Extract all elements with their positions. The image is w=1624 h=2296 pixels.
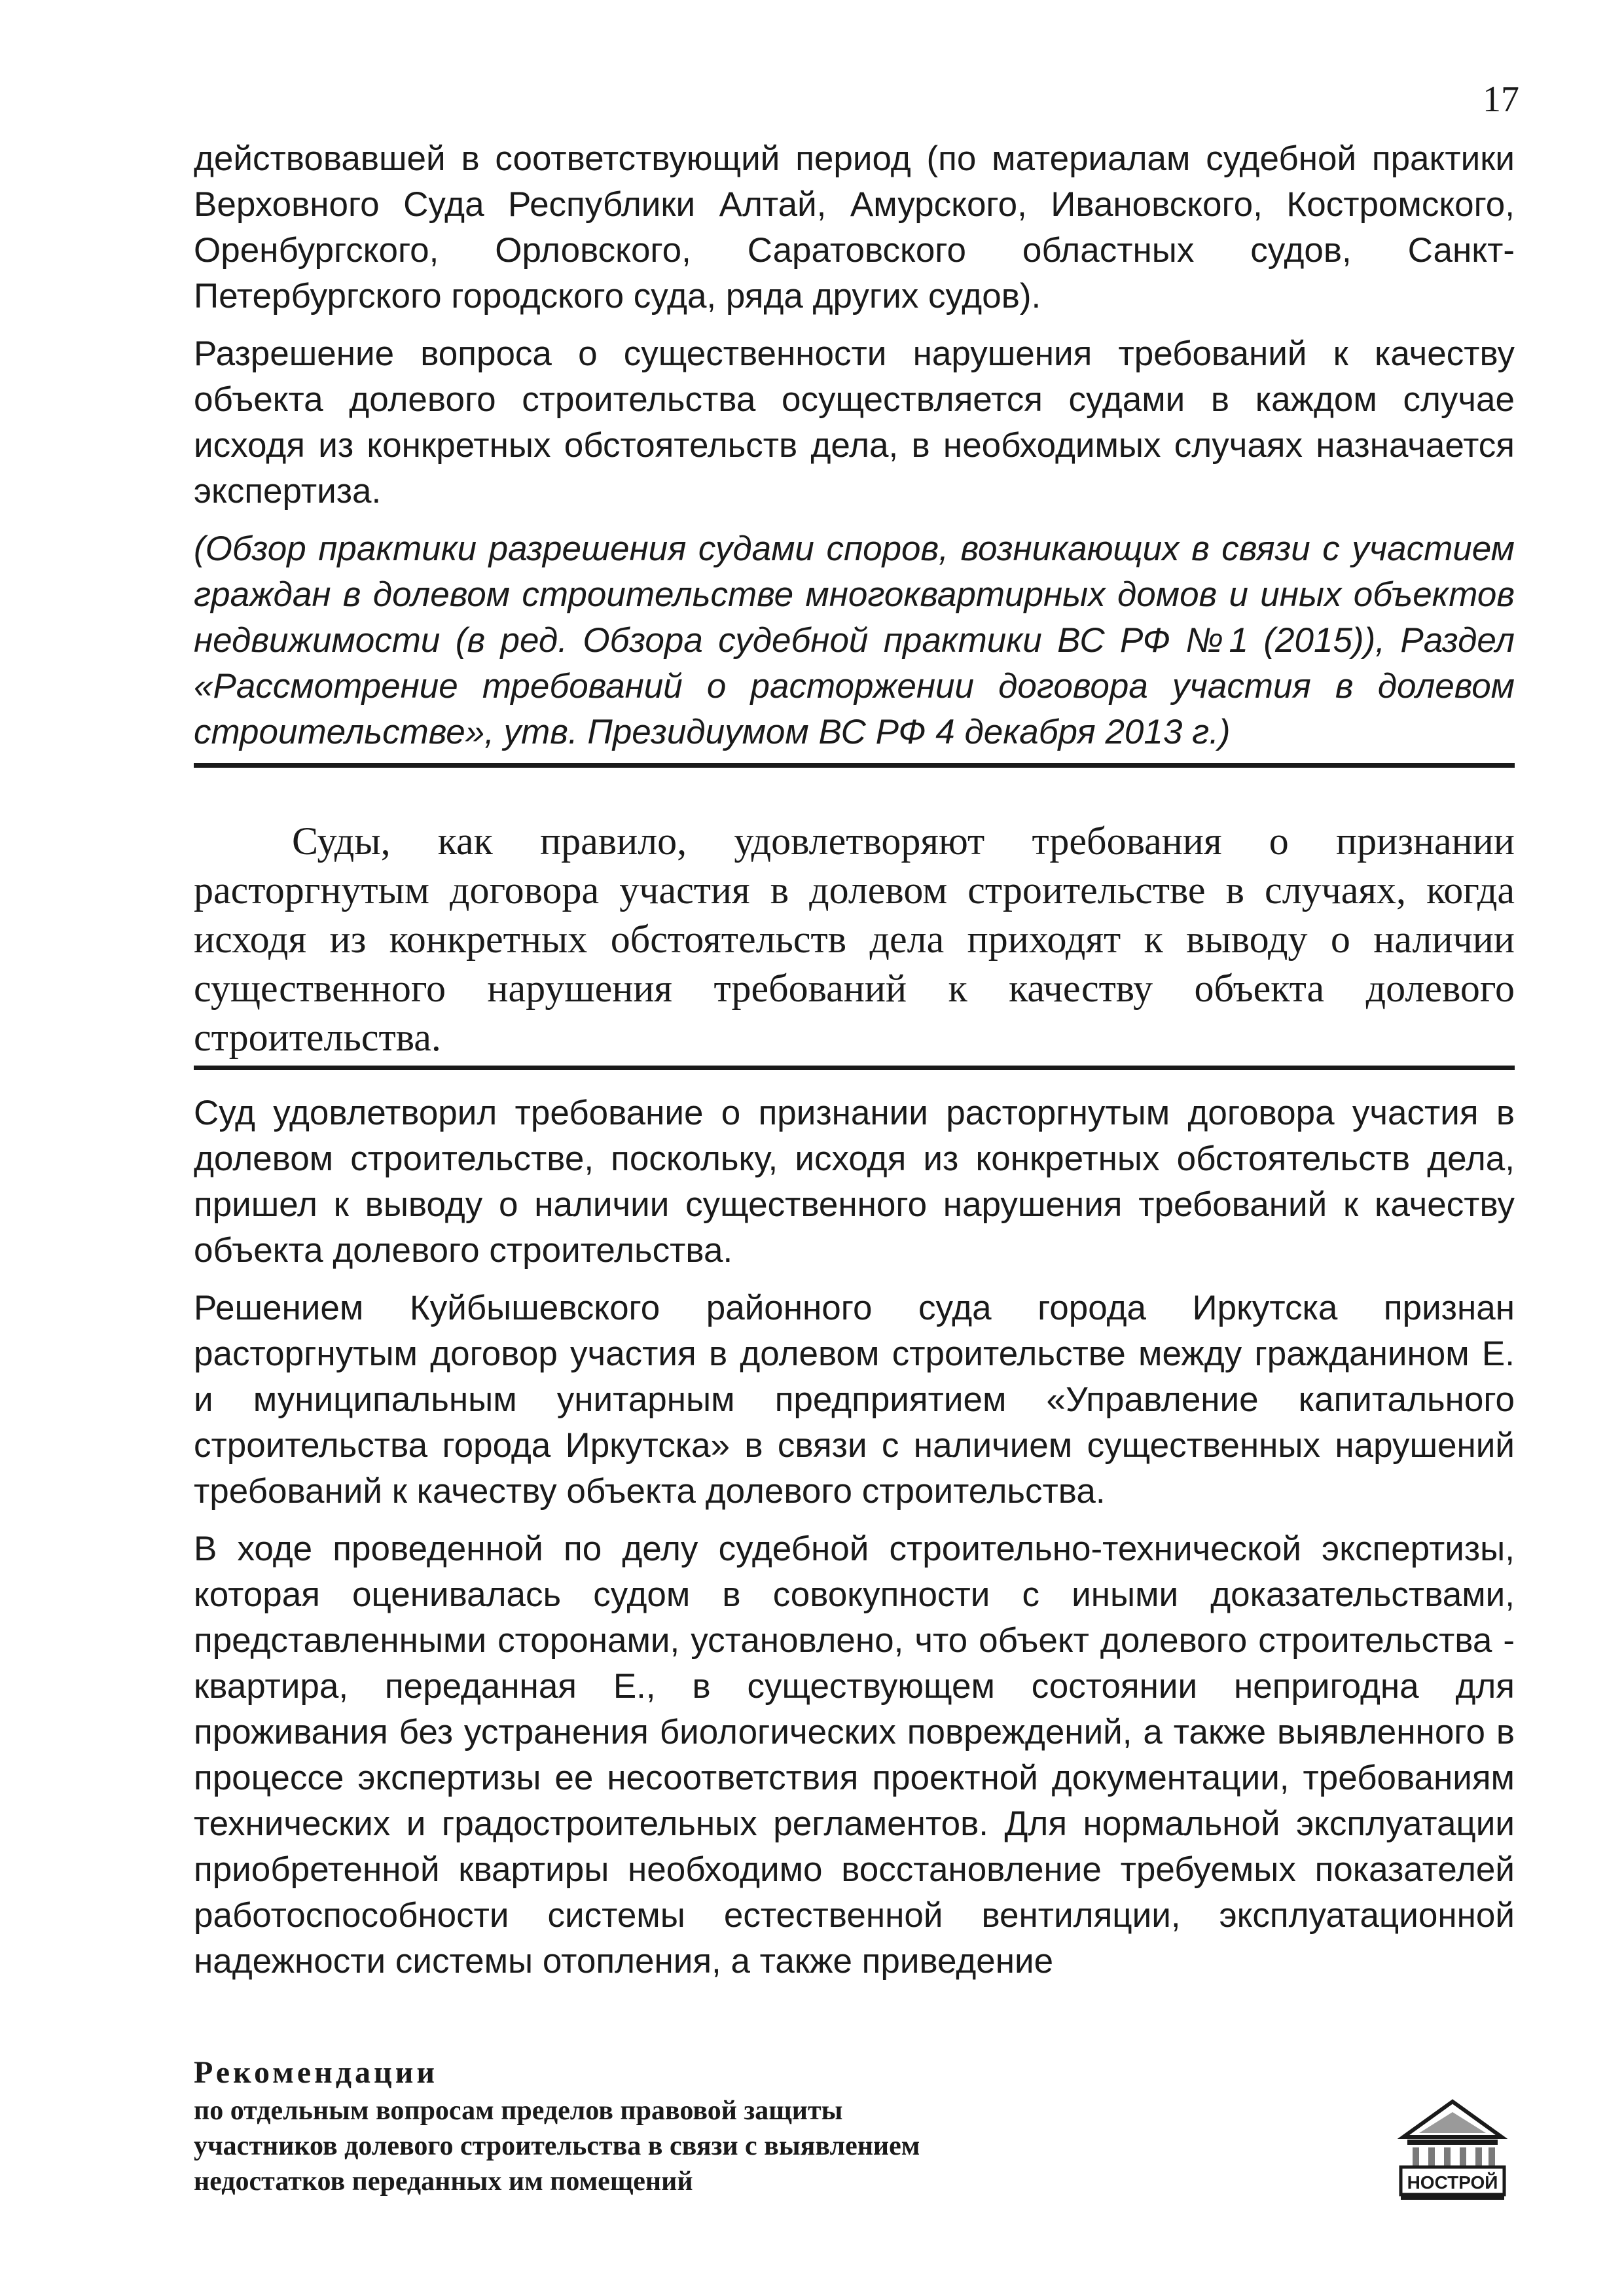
quote-block-case [194,1090,1515,1984]
footer-line: недостатков переданных им помещений [194,2166,693,2197]
citation: (Обзор практики разрешения судами споров, возникающих в связи с участием граждан в долевом строительстве многоквартирных домов и иных объектов недвижимости (в ред. Обзора судебной практики ВС РФ №1 (2015)), Раздел «Рассмотрение требований о расторжении договора участия в долевом строительстве», утв. Президиумом ВС РФ 4 декабря 2013 г.) [194,529,1515,751]
footer-line: по отдельным вопросам пределов правовой защиты [194,2096,843,2126]
paragraph: Суд удовлетворил требование о признании расторгнутым договора участия в долевом строительстве, поскольку, исходя из конкретных обстоятельств дела, пришел к выводу о наличии существенного нарушения требований к качеству объекта долевого строительства. [194,1094,1515,1270]
paragraph: действовавшей в соответствующий период (по материалам судебной практики Верховного Суда Республики Алтай, Амурского, Ивановского, Костромского, Оренбургского, Орловского, Саратовского областных судов, Санкт-Петербургского городского суда, ряда других судов). [194,139,1515,315]
paragraph: В ходе проведенной по делу судебной строительно-технической экспертизы, которая оценивалась судом в совокупности с иными доказательствами, представленными сторонами, установлено, что объект долевого строительства - квартира, переданная Е., в существующем состоянии непригодна для проживания без устранения биологических повреждений, а также выявленного в процессе экспертизы ее несоответствия проектной документации, требованиям технических и градостроительных регламентов. Для нормальной эксплуатации приобретенной квартиры необходимо восстановление требуемых показателей работоспособности системы естественной вентиляции, эксплуатационной надежности системы отопления, а также приведение [194,1530,1515,1981]
nostroy-logo-icon [1397,2098,1508,2202]
logo-text: НОСТРОЙ [1407,2172,1498,2193]
divider [194,763,1515,768]
divider [194,1066,1515,1070]
footer-title: Рекомендации [194,2055,439,2090]
quote-block-review [194,136,1515,755]
paragraph: Разрешение вопроса о существенности нарушения требований к качеству объекта долевого строительства осуществляется судами в каждом случае исходя из конкретных обстоятельств дела, в необходимых случаях назначается экспертиза. [194,334,1515,511]
paragraph: Решением Куйбышевского районного суда города Иркутска признан расторгнутым договор участия в долевом строительстве между гражданином Е. и муниципальным унитарным предприятием «Управление капитального строительства города Иркутска» в связи с наличием существенных нарушений требований к качеству объекта долевого строительства. [194,1289,1515,1511]
footer [194,2055,920,2199]
page-number: 17 [1483,79,1519,120]
footer-line: участников долевого строительства в связи с выявлением [194,2131,920,2161]
main-paragraph: Суды, как правило, удовлетворяют требования о признании расторгнутым договора участия в долевом строительстве в случаях, когда исходя из конкретных обстоятельств дела приходят к выводу о наличии существенного нарушения требований к качеству объекта долевого строительства. [194,819,1515,1059]
